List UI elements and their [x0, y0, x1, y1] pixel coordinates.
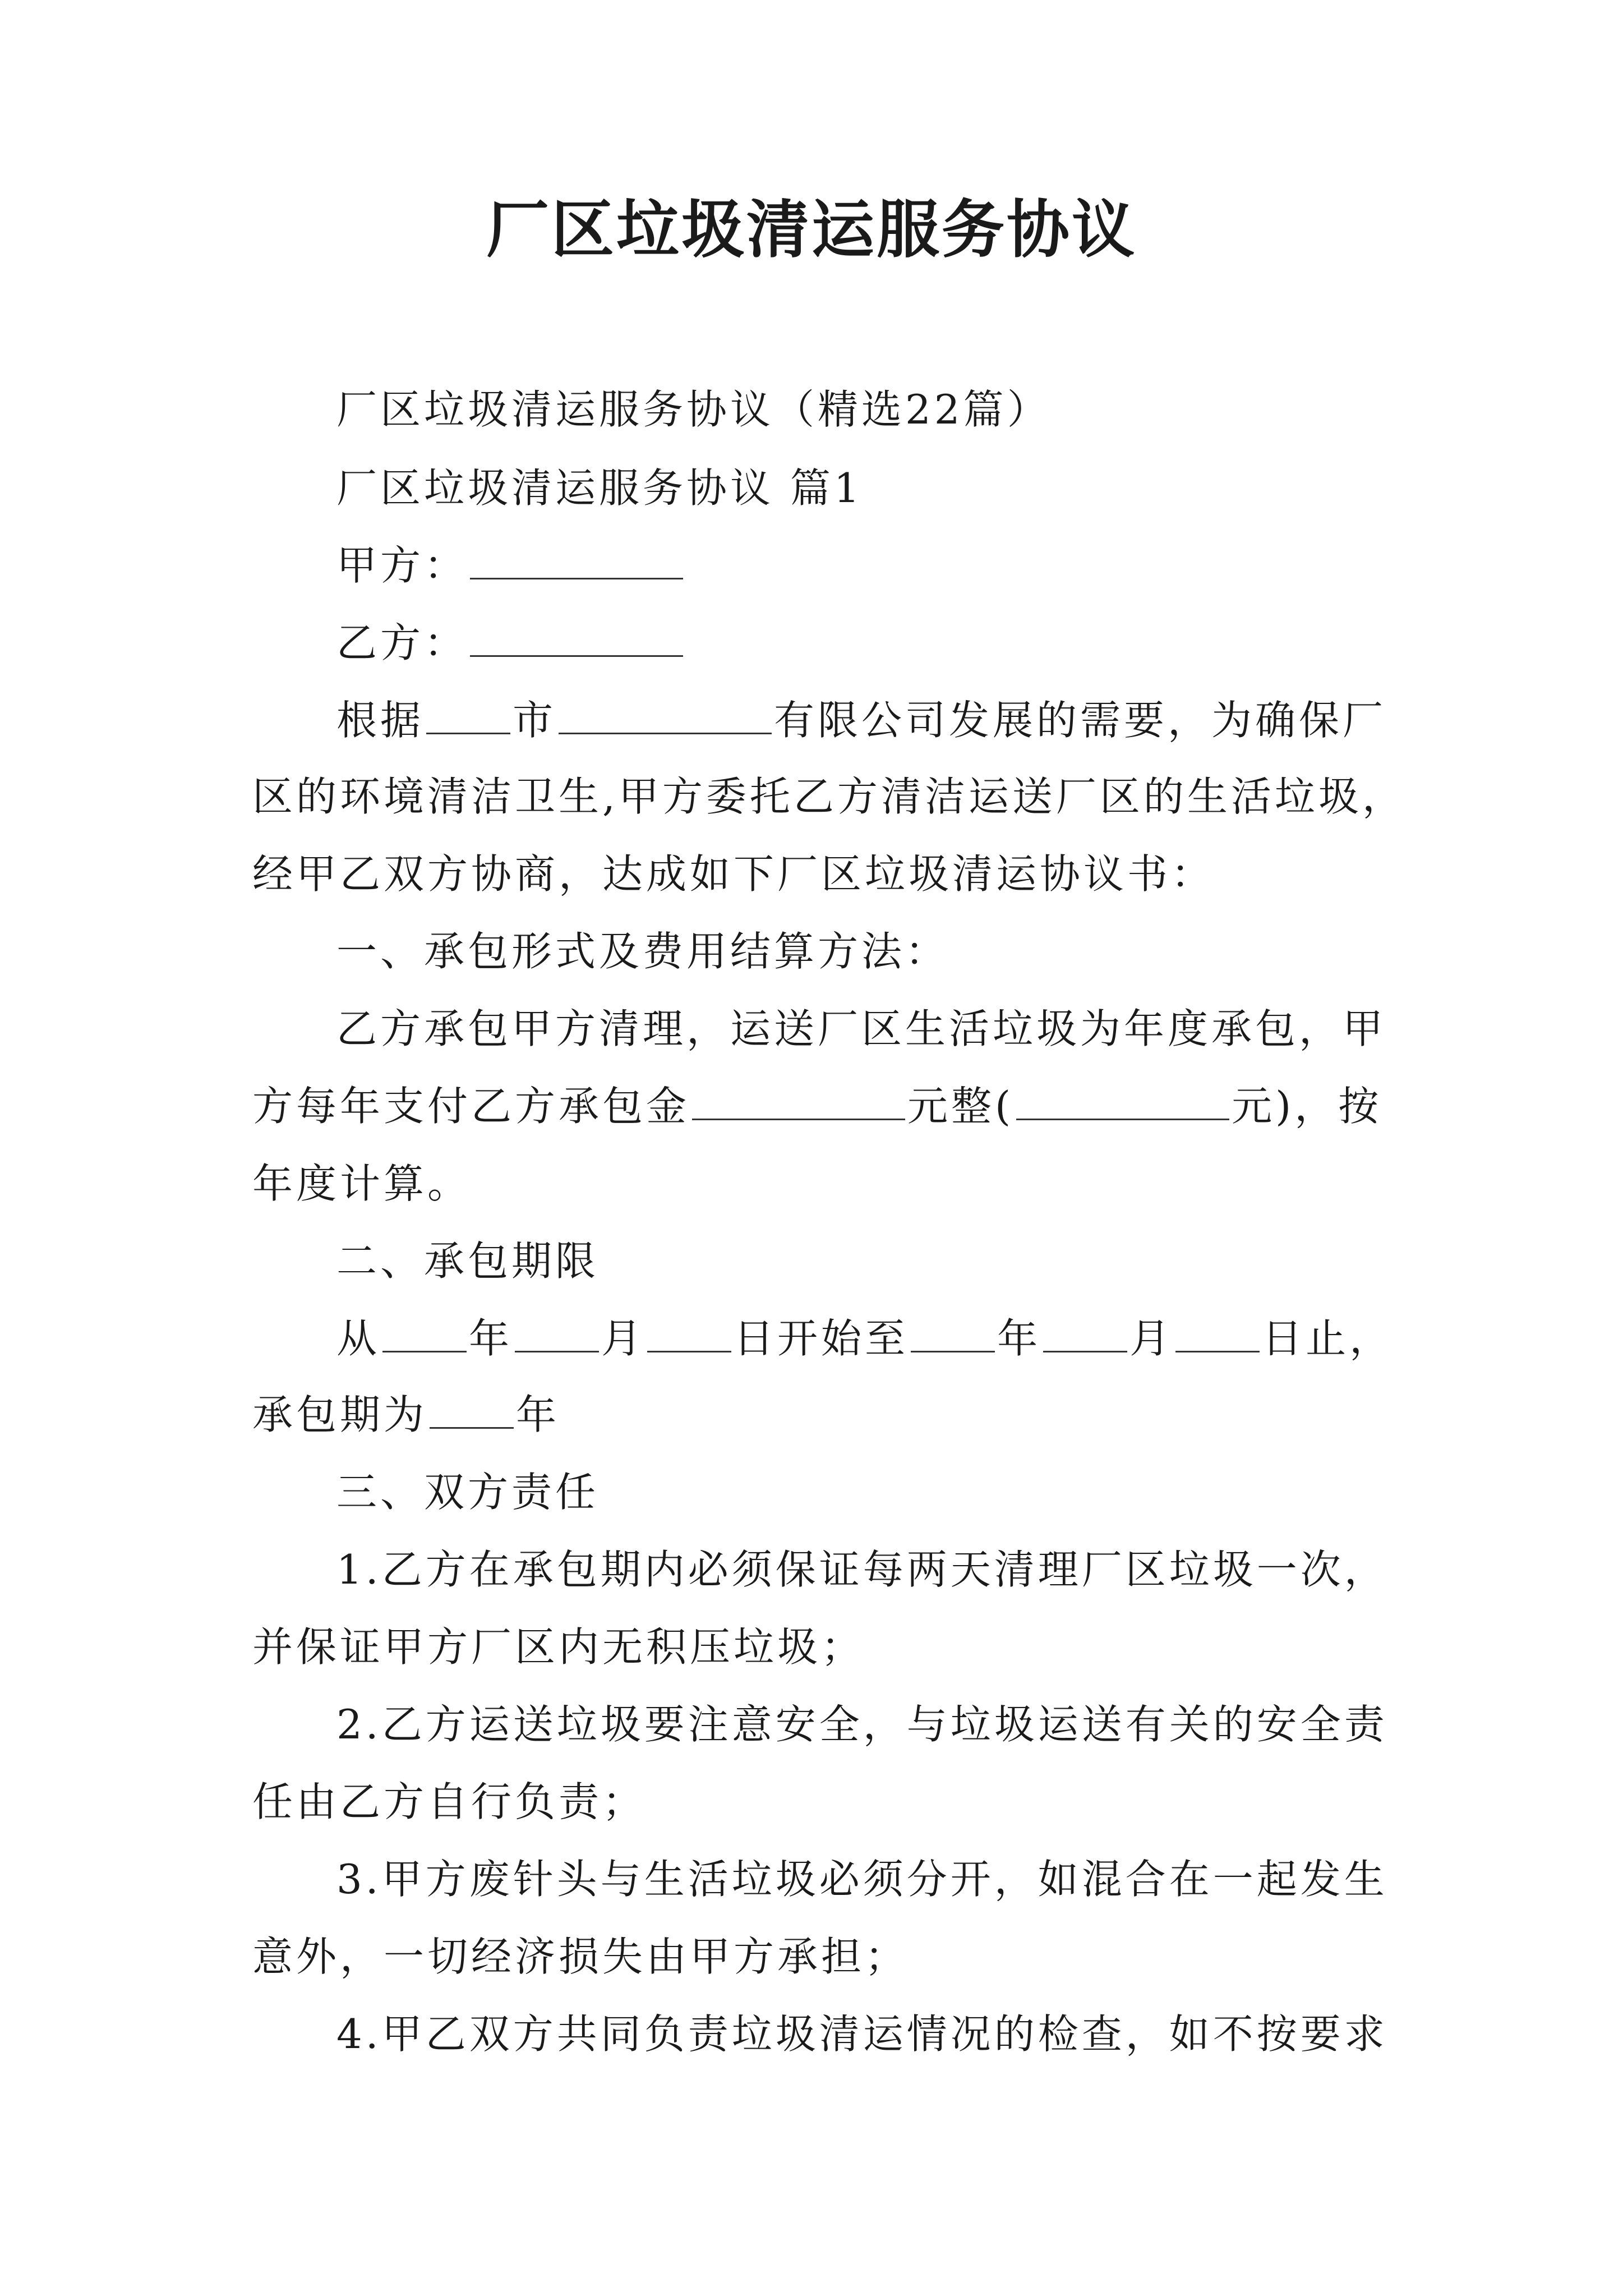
blank-start-year	[382, 1312, 467, 1352]
blank-party-a	[470, 539, 683, 579]
blank-amount-digits	[1016, 1079, 1229, 1120]
blank-city	[426, 693, 510, 734]
paragraph-line: 并保证甲方厂区内无积压垃圾；	[252, 1623, 865, 1671]
paragraph-line: 方每年支付乙方承包金 元整( 元)，按	[252, 1078, 1382, 1134]
blank-amount-words	[692, 1079, 905, 1120]
blank-company	[559, 693, 772, 734]
clause-heading: 一、承包形式及费用结算方法：	[336, 928, 949, 975]
section-heading: 厂区垃圾清运服务协议 篇1	[336, 464, 863, 512]
blank-end-year	[911, 1312, 995, 1352]
paragraph-line: 从 年 月 日开始至 年 月 日止，	[336, 1310, 1393, 1366]
paragraph-line: 根据 市 有限公司发展的需要，为确保厂	[336, 692, 1386, 748]
subtitle-line: 厂区垃圾清运服务协议（精选22篇）	[336, 386, 1051, 433]
paragraph-line: 年度计算。	[252, 1160, 472, 1207]
blank-end-day	[1175, 1312, 1260, 1352]
paragraph-line: 2.乙方运送垃圾要注意安全，与垃圾运送有关的安全责	[336, 1701, 1388, 1748]
blank-end-month	[1043, 1312, 1127, 1352]
blank-party-b	[470, 616, 683, 657]
paragraph-line: 区的环境清洁卫生,甲方委托乙方清洁运送厂区的生活垃圾，	[252, 773, 1406, 820]
paragraph-line: 1.乙方在承包期内必须保证每两天清理厂区垃圾一次，	[336, 1546, 1388, 1593]
blank-start-month	[515, 1312, 599, 1352]
document-title: 厂区垃圾清运服务协议	[486, 193, 1137, 266]
paragraph-line: 意外，一切经济损失由甲方承担；	[252, 1933, 909, 1980]
paragraph-line: 乙方承包甲方清理，运送厂区生活垃圾为年度承包，甲	[336, 1005, 1387, 1052]
paragraph-line: 经甲乙双方协商，达成如下厂区垃圾清运协议书：	[252, 850, 1215, 898]
paragraph-line: 任由乙方自行负责；	[252, 1778, 647, 1825]
party-a-line: 甲方：	[336, 537, 685, 593]
paragraph-line: 承包期为 年	[252, 1387, 560, 1443]
paragraph-line: 4.甲乙双方共同负责垃圾清运情况的检查，如不按要求	[336, 2010, 1388, 2058]
paragraph-line: 3.甲方废针头与生活垃圾必须分开，如混合在一起发生	[336, 1856, 1388, 1903]
blank-start-day	[647, 1312, 731, 1352]
party-b-line: 乙方：	[336, 615, 685, 671]
blank-term-years	[430, 1388, 514, 1429]
clause-heading: 三、双方责任	[336, 1469, 600, 1516]
clause-heading: 二、承包期限	[336, 1237, 600, 1285]
